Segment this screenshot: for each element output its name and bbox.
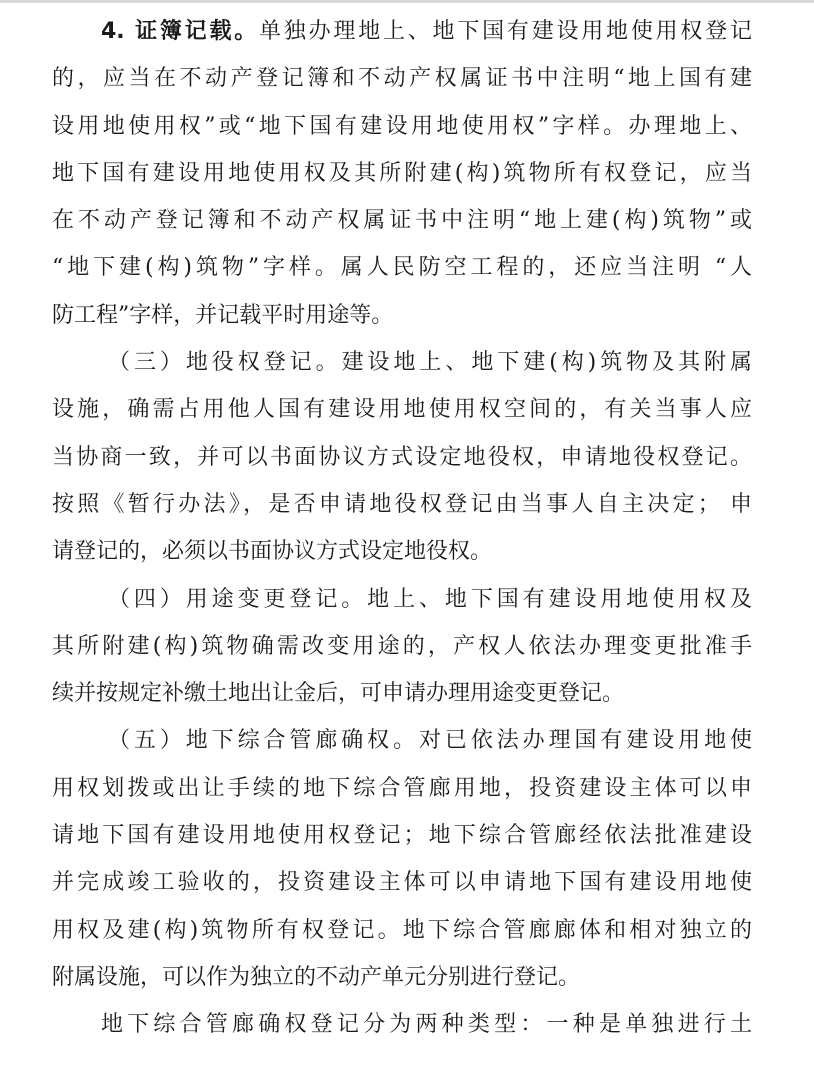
section-3-heading: （三）地役权登记。 (108, 350, 342, 376)
paragraph-line: 防工程”字样，并记载平时用途等。 (52, 302, 394, 328)
paragraph-line: 设用地使用权”或“地下国有建设用地使用权”字样。办理地上、 (52, 113, 752, 139)
paragraph-line: “地下建(构)筑物”字样。属人民防空工程的，还应当注明 “人 (52, 255, 752, 281)
section-4-heading: 4. 证簿记载。 (101, 19, 260, 44)
paragraph-line: 请登记的，必须以书面协议方式设定地役权。 (52, 539, 493, 565)
section-5-heading: （五）地下综合管廊确权。 (108, 728, 419, 754)
paragraph-line: 设施，确需占用他人国有建设用地使用权空间的，有关当事人应 (52, 397, 752, 423)
last-paragraph-line: 地下综合管廊确权登记分为两种类型：一种是单独进行土 (101, 1012, 752, 1038)
section-4b-line-1 (52, 576, 752, 623)
paragraph-line: 的，应当在不动产登记簿和不动产权属证书中注明“地上国有建 (52, 66, 752, 92)
paragraph-line: 按照《暂行办法》，是否申请地役权登记由当事人自主决定； 申 (52, 491, 752, 517)
paragraph-line: 用权划拨或出让手续的地下综合管廊用地，投资建设主体可以申 (52, 775, 752, 801)
section-4-text: 单独办理地上、地下国有建设用地使用权登记 (259, 19, 752, 44)
section-3-line-1 (52, 339, 752, 386)
paragraph-line: 当协商一致，并可以书面协议方式设定地役权，申请地役权登记。 (52, 444, 752, 470)
section-3-text: 建设地上、地下建(构)筑物及其附属 (341, 350, 752, 376)
paragraph-line: 续并按规定补缴土地出让金后，可申请办理用途变更登记。 (52, 681, 625, 707)
paragraph-line: 请地下国有建设用地使用权登记；地下综合管廊经依法批准建设 (52, 823, 752, 849)
section-4-line-1 (52, 8, 752, 55)
paragraph-line: 并完成竣工验收的，投资建设主体可以申请地下国有建设用地使 (52, 870, 752, 896)
paragraph-line: 用权及建(构)筑物所有权登记。地下综合管廊廊体和相对独立的 (52, 917, 752, 943)
section-4b-text: 地上、地下国有建设用地使用权及 (367, 586, 752, 612)
paragraph-line: 地下国有建设用地使用权及其所附建(构)筑物所有权登记，应当 (52, 160, 752, 186)
paragraph-line: 其所附建(构)筑物确需改变用途的，产权人依法办理变更批准手 (52, 633, 752, 659)
document-page (52, 8, 752, 1049)
paragraph-line: 附属设施，可以作为独立的不动产单元分别进行登记。 (52, 964, 581, 990)
section-5-text: 对已依法办理国有建设用地使 (419, 728, 752, 754)
paragraph-line: 在不动产登记簿和不动产权属证书中注明“地上建(构)筑物”或 (52, 208, 752, 234)
section-4b-heading: （四）用途变更登记。 (108, 586, 368, 612)
top-divider (0, 0, 814, 3)
section-5-line-1 (52, 717, 752, 764)
